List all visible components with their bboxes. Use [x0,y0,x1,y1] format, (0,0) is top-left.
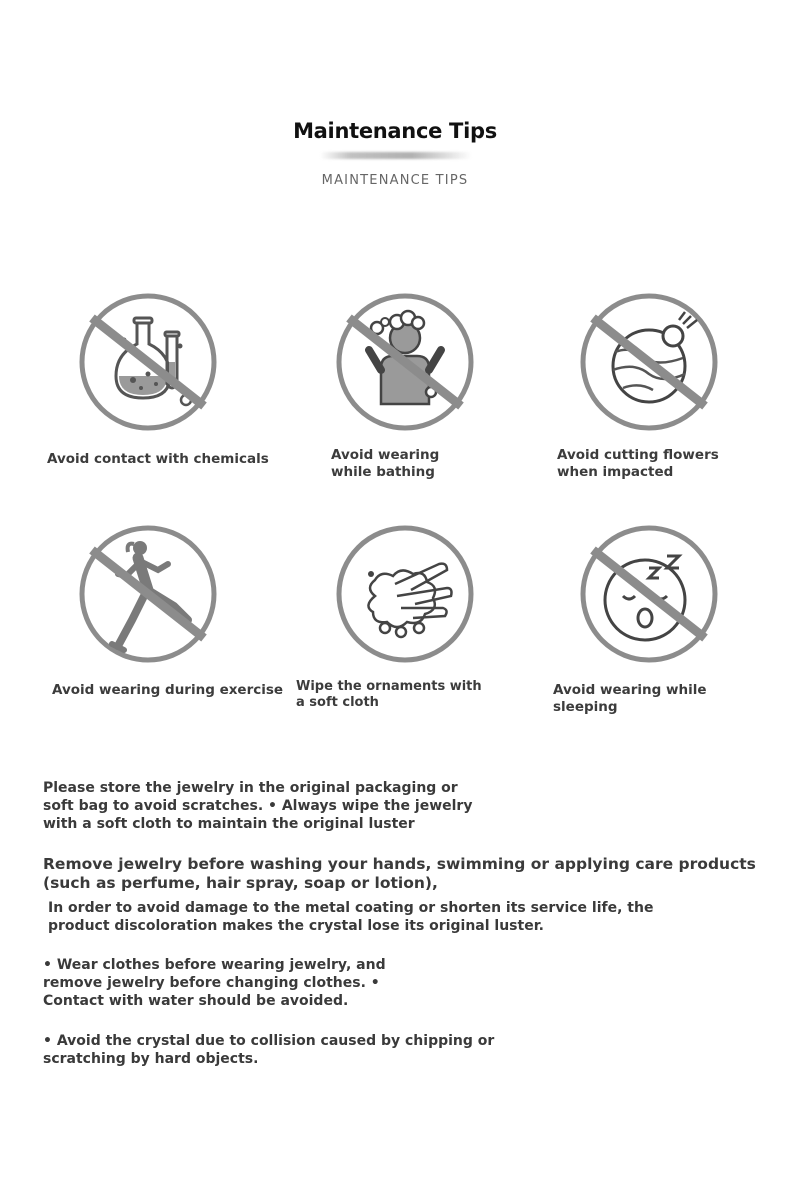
sleeping-face-icon [579,524,719,664]
tip-caption: Avoid wearing during exercise [52,682,284,698]
page-subtitle: MAINTENANCE TIPS [321,173,469,188]
tip-caption: Avoid contact with chemicals [47,451,269,467]
tip-caption: Avoid cutting flowers when impacted [557,447,719,480]
clothes-note: • Wear clothes before wearing jewelry, and remove jewelry before changing clothes. • Contact with water should be avoided. [43,957,386,1009]
impact-icon [579,292,719,432]
tip-caption: Wipe the ornaments with a soft cloth [296,679,482,710]
tip-caption: Avoid wearing while sleeping [553,682,707,715]
storage-note: Please store the jewelry in the original packaging or soft bag to avoid scratches. • Always wipe the jewelry with a soft cloth to maintain the original luster [43,780,473,832]
crystal-note: • Avoid the crystal due to collision caused by chipping or scratching by hard objects. [43,1033,495,1067]
title-brush-decoration [320,152,472,159]
running-person-icon [78,524,218,664]
bathing-person-icon [335,292,475,432]
chemical-flasks-icon [78,292,218,432]
tip-caption: Avoid wearing while bathing [331,447,440,480]
page-title: Maintenance Tips [293,119,497,143]
washing-hands-icon [335,524,475,664]
reason-note: In order to avoid damage to the metal coating or shorten its service life, the product discoloration makes the crystal lose its original luster. [48,900,654,934]
remove-jewelry-note: Remove jewelry before washing your hands, swimming or applying care products (such as perfume, hair spray, soap or lotion), [43,855,756,892]
